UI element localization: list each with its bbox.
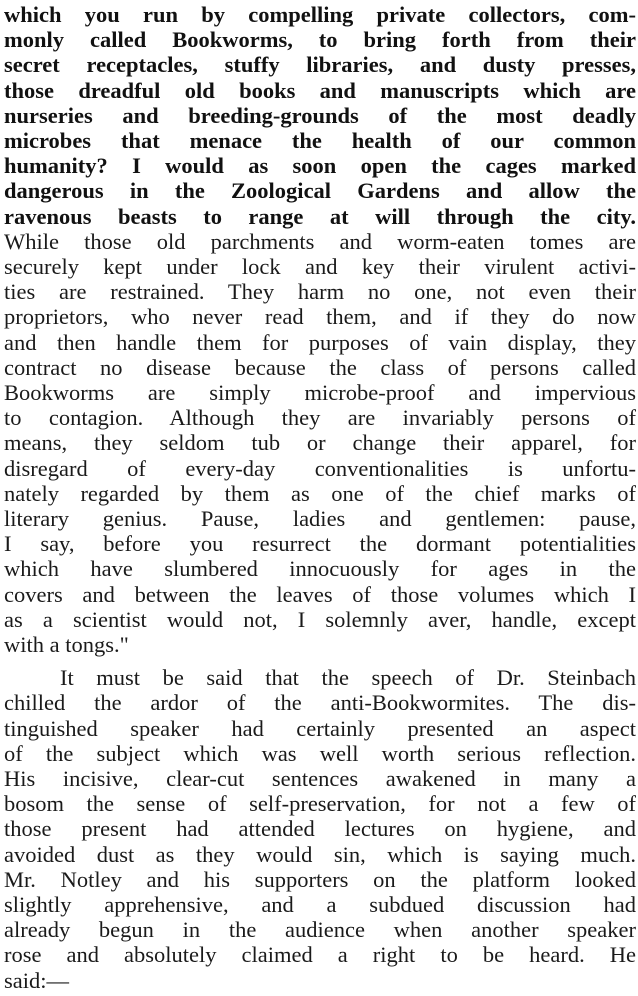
- text-line: to contagion. Although they are invariably persons of: [4, 405, 636, 431]
- text-line: nately regarded by them as one of the chief marks of: [4, 480, 636, 506]
- text-line: nurseries and breeding-grounds of the most deadly: [4, 102, 636, 128]
- text-line: While those old parchments and worm-eaten tomes are: [4, 228, 636, 254]
- text-line: humanity? I would as soon open the cages marked: [4, 153, 636, 179]
- text-line: avoided dust as they would sin, which is saying much.: [4, 841, 636, 867]
- text-line: with a tongs.": [4, 632, 129, 657]
- text-line: microbes that menace the health of our common: [4, 128, 636, 153]
- text-line: His incisive, clear-cut sentences awakened in many a: [4, 766, 636, 791]
- text-line: those present had attended lectures on hygiene, and: [4, 816, 636, 842]
- text-line: I say, before you resurrect the dormant potentialities: [4, 531, 636, 557]
- text-line: Bookworms are simply microbe-proof and impervious: [4, 380, 636, 405]
- text-line: ravenous beasts to range at will through the city.: [4, 203, 636, 229]
- text-line: chilled the ardor of the anti-Bookwormites. The dis-: [4, 690, 636, 716]
- text-line: rose and absolutely claimed a right to be heard. He: [4, 942, 636, 968]
- text-line: disregard of every-day conventionalities is unfortu-: [4, 455, 636, 481]
- text-line: slightly apprehensive, and a subdued discussion had: [4, 892, 636, 917]
- text-line: covers and between the leaves of those volumes which I: [4, 581, 636, 607]
- text-line: dangerous in the Zoological Gardens and allow the: [4, 178, 636, 204]
- paragraph-first-line: It must be said that the speech of Dr. Steinbach: [60, 665, 636, 691]
- text-line: and then handle them for purposes of vain display, they: [4, 329, 636, 355]
- text-line: of the subject which was well worth serious reflection.: [4, 740, 636, 766]
- text-line: already begun in the audience when another speaker: [4, 917, 636, 943]
- text-line: those dreadful old books and manuscripts which are: [4, 77, 636, 103]
- text-line: contract no disease because the class of persons called: [4, 354, 636, 380]
- text-line: proprietors, who never read them, and if they do now: [4, 304, 636, 330]
- text-line: as a scientist would not, I solemnly aver, handle, except: [4, 606, 636, 632]
- text-line: securely kept under lock and key their virulent activi-: [4, 254, 636, 279]
- text-line: literary genius. Pause, ladies and gentlemen: pause,: [4, 506, 636, 531]
- text-line: which have slumbered innocuously for ages in the: [4, 556, 636, 582]
- text-line: monly called Bookworms, to bring forth from their: [4, 27, 636, 53]
- text-line: ties are restrained. They harm no one, not even their: [4, 279, 636, 305]
- text-line: bosom the sense of self-preservation, for not a few of: [4, 791, 636, 817]
- text-line: tinguished speaker had certainly presented an aspect: [4, 715, 636, 741]
- text-line: Mr. Notley and his supporters on the platform looked: [4, 866, 636, 892]
- text-line: which you run by compelling private collectors, com-: [4, 2, 636, 27]
- text-line: said:—: [4, 967, 69, 993]
- text-line: secret receptacles, stuffy libraries, and dusty presses,: [4, 52, 636, 78]
- text-line: means, they seldom tub or change their apparel, for: [4, 430, 636, 456]
